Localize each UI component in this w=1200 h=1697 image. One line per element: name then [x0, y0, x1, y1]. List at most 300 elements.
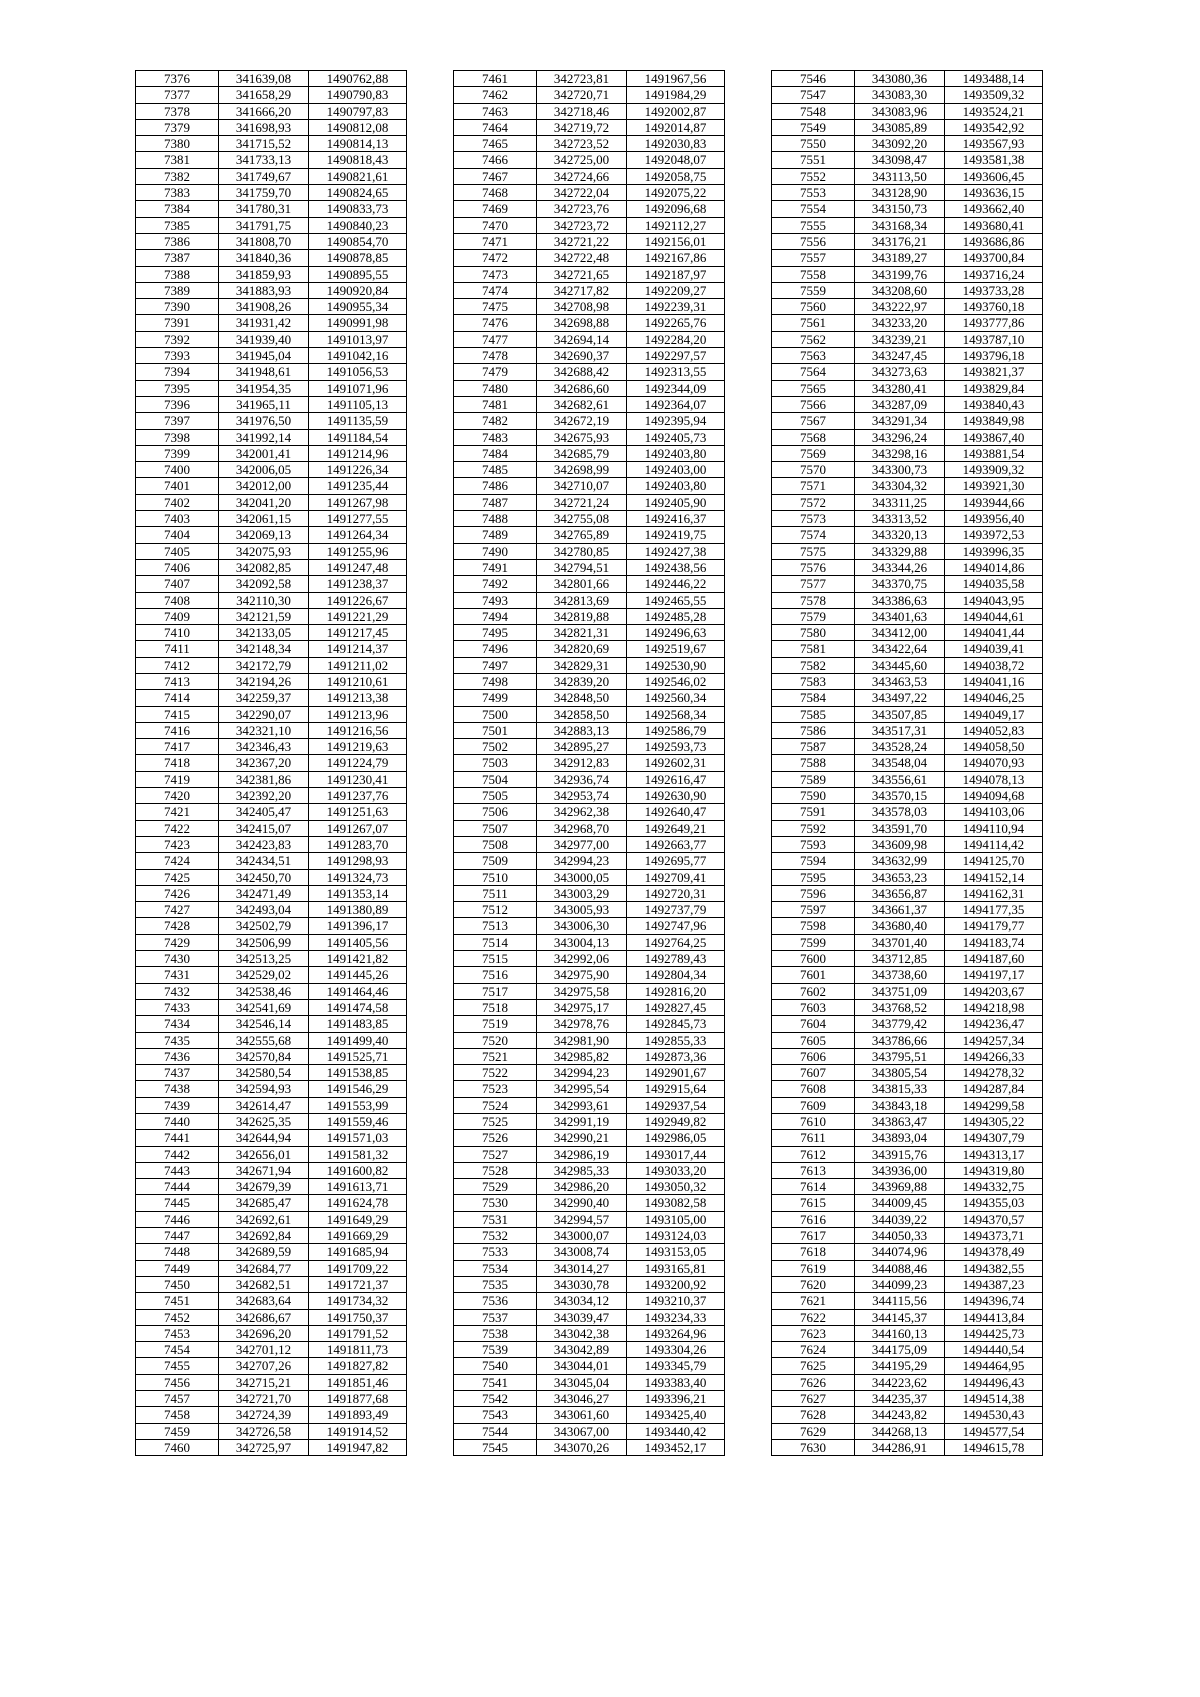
- coordinate-x-cell: 341808,70: [219, 233, 309, 249]
- table-row: [136, 543, 407, 559]
- coordinate-y-cell: 1491042,16: [309, 348, 407, 364]
- table-row: [136, 201, 407, 217]
- table-row: [454, 185, 725, 201]
- coordinate-y-cell: 1492568,34: [627, 706, 725, 722]
- table-row: [454, 1032, 725, 1048]
- table-row: [136, 1081, 407, 1097]
- table-row: [136, 739, 407, 755]
- coordinate-x-cell: 342092,58: [219, 576, 309, 592]
- coordinate-y-cell: 1491267,98: [309, 494, 407, 510]
- coordinate-y-cell: 1493700,84: [945, 250, 1043, 266]
- coordinate-x-cell: 343239,21: [855, 331, 945, 347]
- point-number-cell: 7503: [454, 755, 537, 771]
- table-row: [136, 1211, 407, 1227]
- coordinate-y-cell: 1492239,31: [627, 299, 725, 315]
- coordinate-x-cell: 342671,94: [219, 1162, 309, 1178]
- coordinate-y-cell: 1492265,76: [627, 315, 725, 331]
- coordinate-y-cell: 1493760,18: [945, 299, 1043, 315]
- coordinate-y-cell: 1492616,47: [627, 771, 725, 787]
- coordinate-y-cell: 1494014,86: [945, 559, 1043, 575]
- coordinate-x-cell: 343680,40: [855, 918, 945, 934]
- table-row: [454, 1358, 725, 1374]
- table-row: [136, 641, 407, 657]
- coordinate-y-cell: 1494038,72: [945, 657, 1043, 673]
- point-number-cell: 7376: [136, 71, 219, 87]
- point-number-cell: 7457: [136, 1391, 219, 1407]
- coordinate-y-cell: 1493777,86: [945, 315, 1043, 331]
- coordinate-y-cell: 1494125,70: [945, 853, 1043, 869]
- table-row: [136, 934, 407, 950]
- coordinate-y-cell: 1490895,55: [309, 266, 407, 282]
- coordinate-y-cell: 1492416,37: [627, 511, 725, 527]
- table-row: [454, 820, 725, 836]
- point-number-cell: 7550: [772, 136, 855, 152]
- table-row: [454, 951, 725, 967]
- point-number-cell: 7535: [454, 1276, 537, 1292]
- point-number-cell: 7493: [454, 592, 537, 608]
- coordinate-y-cell: 1492112,27: [627, 217, 725, 233]
- point-number-cell: 7450: [136, 1276, 219, 1292]
- coordinate-x-cell: 343042,89: [537, 1342, 627, 1358]
- point-number-cell: 7604: [772, 1016, 855, 1032]
- point-number-cell: 7602: [772, 983, 855, 999]
- coordinate-x-cell: 343000,05: [537, 869, 627, 885]
- coordinate-y-cell: 1492530,90: [627, 657, 725, 673]
- coordinate-y-cell: 1493821,37: [945, 364, 1043, 380]
- point-number-cell: 7554: [772, 201, 855, 217]
- point-number-cell: 7547: [772, 87, 855, 103]
- coordinate-x-cell: 342513,25: [219, 951, 309, 967]
- table-row: [136, 282, 407, 298]
- table-row: [454, 1065, 725, 1081]
- coordinate-y-cell: 1492709,41: [627, 869, 725, 885]
- coordinate-x-cell: 342259,37: [219, 690, 309, 706]
- table-row: [136, 1130, 407, 1146]
- coordinate-y-cell: 1494530,43: [945, 1407, 1043, 1423]
- coordinate-y-cell: 1494078,13: [945, 771, 1043, 787]
- coordinate-y-cell: 1491421,82: [309, 951, 407, 967]
- point-number-cell: 7382: [136, 168, 219, 184]
- point-number-cell: 7490: [454, 543, 537, 559]
- coordinate-y-cell: 1491499,40: [309, 1032, 407, 1048]
- coordinate-y-cell: 1492560,34: [627, 690, 725, 706]
- coordinate-x-cell: 344268,13: [855, 1423, 945, 1439]
- table-row: [136, 152, 407, 168]
- point-number-cell: 7433: [136, 999, 219, 1015]
- coordinate-y-cell: 1492873,36: [627, 1048, 725, 1064]
- coordinate-x-cell: 342682,51: [219, 1276, 309, 1292]
- coordinate-x-cell: 343150,73: [855, 201, 945, 217]
- coordinate-y-cell: 1492403,00: [627, 462, 725, 478]
- point-number-cell: 7621: [772, 1293, 855, 1309]
- coordinate-y-cell: 1492297,57: [627, 348, 725, 364]
- point-number-cell: 7539: [454, 1342, 537, 1358]
- point-number-cell: 7531: [454, 1211, 537, 1227]
- coordinate-x-cell: 341639,08: [219, 71, 309, 87]
- coordinate-y-cell: 1493017,44: [627, 1146, 725, 1162]
- table-row: [454, 853, 725, 869]
- point-number-cell: 7415: [136, 706, 219, 722]
- table-row: [136, 706, 407, 722]
- point-number-cell: 7383: [136, 185, 219, 201]
- point-number-cell: 7622: [772, 1309, 855, 1325]
- coordinate-x-cell: 342290,07: [219, 706, 309, 722]
- coordinate-y-cell: 1491013,97: [309, 331, 407, 347]
- coordinate-x-cell: 342580,54: [219, 1065, 309, 1081]
- coordinate-x-cell: 343445,60: [855, 657, 945, 673]
- coordinate-y-cell: 1492187,97: [627, 266, 725, 282]
- point-number-cell: 7386: [136, 233, 219, 249]
- point-number-cell: 7416: [136, 722, 219, 738]
- point-number-cell: 7581: [772, 641, 855, 657]
- coordinate-y-cell: 1492901,67: [627, 1065, 725, 1081]
- point-number-cell: 7586: [772, 722, 855, 738]
- table-row: [136, 1097, 407, 1113]
- coordinate-x-cell: 343863,47: [855, 1114, 945, 1130]
- table-row: [772, 1423, 1043, 1439]
- coordinate-x-cell: 342689,59: [219, 1244, 309, 1260]
- table-row: [772, 217, 1043, 233]
- coordinate-x-cell: 342692,84: [219, 1228, 309, 1244]
- coordinate-y-cell: 1493396,21: [627, 1391, 725, 1407]
- point-number-cell: 7458: [136, 1407, 219, 1423]
- table-row: [136, 1195, 407, 1211]
- table-row: [454, 885, 725, 901]
- point-number-cell: 7557: [772, 250, 855, 266]
- table-row: [772, 380, 1043, 396]
- coordinate-y-cell: 1491553,99: [309, 1097, 407, 1113]
- coordinate-y-cell: 1493542,92: [945, 119, 1043, 135]
- table-row: [772, 1244, 1043, 1260]
- point-number-cell: 7474: [454, 282, 537, 298]
- coordinate-x-cell: 342546,14: [219, 1016, 309, 1032]
- table-row: [454, 1423, 725, 1439]
- point-number-cell: 7601: [772, 967, 855, 983]
- coordinate-y-cell: 1494425,73: [945, 1325, 1043, 1341]
- point-number-cell: 7619: [772, 1260, 855, 1276]
- table-row: [136, 836, 407, 852]
- point-number-cell: 7504: [454, 771, 537, 787]
- coordinate-x-cell: 342719,72: [537, 119, 627, 135]
- coordinate-y-cell: 1492640,47: [627, 804, 725, 820]
- coordinate-x-cell: 343003,29: [537, 885, 627, 901]
- point-number-cell: 7405: [136, 543, 219, 559]
- table-row: [136, 445, 407, 461]
- table-row: [454, 543, 725, 559]
- table-row: [772, 983, 1043, 999]
- coordinate-x-cell: 343386,63: [855, 592, 945, 608]
- table-row: [136, 576, 407, 592]
- table-row: [136, 771, 407, 787]
- coordinate-x-cell: 343311,25: [855, 494, 945, 510]
- point-number-cell: 7494: [454, 608, 537, 624]
- point-number-cell: 7630: [772, 1439, 855, 1455]
- point-number-cell: 7522: [454, 1065, 537, 1081]
- coordinate-y-cell: 1491581,32: [309, 1146, 407, 1162]
- coordinate-x-cell: 342688,42: [537, 364, 627, 380]
- coordinate-x-cell: 342698,99: [537, 462, 627, 478]
- coordinate-x-cell: 342848,50: [537, 690, 627, 706]
- coordinate-y-cell: 1491235,44: [309, 478, 407, 494]
- table-row: [772, 1260, 1043, 1276]
- coordinate-y-cell: 1492816,20: [627, 983, 725, 999]
- coordinate-y-cell: 1494373,71: [945, 1228, 1043, 1244]
- point-number-cell: 7527: [454, 1146, 537, 1162]
- table-row: [772, 706, 1043, 722]
- coordinate-y-cell: 1493082,58: [627, 1195, 725, 1211]
- table-row: [454, 1097, 725, 1113]
- table-row: [772, 494, 1043, 510]
- coordinate-x-cell: 341883,93: [219, 282, 309, 298]
- coordinate-x-cell: 342541,69: [219, 999, 309, 1015]
- coordinate-x-cell: 344195,29: [855, 1358, 945, 1374]
- point-number-cell: 7444: [136, 1179, 219, 1195]
- coordinate-x-cell: 341791,75: [219, 217, 309, 233]
- coordinate-x-cell: 342723,72: [537, 217, 627, 233]
- point-number-cell: 7629: [772, 1423, 855, 1439]
- point-number-cell: 7414: [136, 690, 219, 706]
- coordinate-x-cell: 343128,90: [855, 185, 945, 201]
- table-row: [454, 413, 725, 429]
- coordinate-y-cell: 1494094,68: [945, 788, 1043, 804]
- coordinate-x-cell: 344175,09: [855, 1342, 945, 1358]
- point-number-cell: 7394: [136, 364, 219, 380]
- coordinate-x-cell: 341976,50: [219, 413, 309, 429]
- coordinate-y-cell: 1491213,38: [309, 690, 407, 706]
- point-number-cell: 7569: [772, 445, 855, 461]
- point-number-cell: 7594: [772, 853, 855, 869]
- coordinate-y-cell: 1491877,68: [309, 1391, 407, 1407]
- point-number-cell: 7380: [136, 136, 219, 152]
- coordinate-y-cell: 1492284,20: [627, 331, 725, 347]
- point-number-cell: 7603: [772, 999, 855, 1015]
- point-number-cell: 7529: [454, 1179, 537, 1195]
- coordinate-y-cell: 1491105,13: [309, 396, 407, 412]
- point-number-cell: 7388: [136, 266, 219, 282]
- coordinate-y-cell: 1492419,75: [627, 527, 725, 543]
- coordinate-x-cell: 344050,33: [855, 1228, 945, 1244]
- coordinate-y-cell: 1492014,87: [627, 119, 725, 135]
- coordinate-x-cell: 342684,77: [219, 1260, 309, 1276]
- point-number-cell: 7470: [454, 217, 537, 233]
- point-number-cell: 7566: [772, 396, 855, 412]
- table-row: [772, 185, 1043, 201]
- table-row: [136, 1309, 407, 1325]
- point-number-cell: 7577: [772, 576, 855, 592]
- coordinate-x-cell: 342121,59: [219, 608, 309, 624]
- point-number-cell: 7598: [772, 918, 855, 934]
- coordinate-x-cell: 343344,26: [855, 559, 945, 575]
- coordinate-x-cell: 342321,10: [219, 722, 309, 738]
- point-number-cell: 7546: [772, 71, 855, 87]
- coordinate-x-cell: 344243,82: [855, 1407, 945, 1423]
- coordinate-x-cell: 343969,88: [855, 1179, 945, 1195]
- table-row: [772, 771, 1043, 787]
- point-number-cell: 7582: [772, 657, 855, 673]
- coordinate-x-cell: 342708,98: [537, 299, 627, 315]
- table-row: [454, 657, 725, 673]
- coordinate-x-cell: 342001,41: [219, 445, 309, 461]
- coordinate-x-cell: 343570,15: [855, 788, 945, 804]
- table-row: [136, 1325, 407, 1341]
- coordinate-x-cell: 342981,90: [537, 1032, 627, 1048]
- coordinate-x-cell: 342069,13: [219, 527, 309, 543]
- coordinate-x-cell: 342990,40: [537, 1195, 627, 1211]
- coordinate-x-cell: 343298,16: [855, 445, 945, 461]
- point-number-cell: 7587: [772, 739, 855, 755]
- point-number-cell: 7521: [454, 1048, 537, 1064]
- coordinate-x-cell: 341954,35: [219, 380, 309, 396]
- coordinate-x-cell: 342696,20: [219, 1325, 309, 1341]
- coordinate-y-cell: 1493956,40: [945, 511, 1043, 527]
- coordinate-y-cell: 1490840,23: [309, 217, 407, 233]
- coordinate-y-cell: 1494440,54: [945, 1342, 1043, 1358]
- table-row: [772, 1081, 1043, 1097]
- coordinate-x-cell: 343370,75: [855, 576, 945, 592]
- point-number-cell: 7412: [136, 657, 219, 673]
- coordinate-x-cell: 343738,60: [855, 967, 945, 983]
- coordinate-x-cell: 342977,00: [537, 836, 627, 852]
- table-row: [136, 1439, 407, 1455]
- point-number-cell: 7381: [136, 152, 219, 168]
- point-number-cell: 7549: [772, 119, 855, 135]
- coordinate-x-cell: 343046,27: [537, 1391, 627, 1407]
- coordinate-x-cell: 342082,85: [219, 559, 309, 575]
- point-number-cell: 7572: [772, 494, 855, 510]
- table-row: [136, 755, 407, 771]
- coordinate-x-cell: 341715,52: [219, 136, 309, 152]
- table-row: [136, 1179, 407, 1195]
- table-row: [772, 722, 1043, 738]
- coordinate-y-cell: 1492949,82: [627, 1114, 725, 1130]
- coordinate-x-cell: 342570,84: [219, 1048, 309, 1064]
- coordinate-y-cell: 1491571,03: [309, 1130, 407, 1146]
- coordinate-x-cell: 343661,37: [855, 902, 945, 918]
- table-row: [772, 87, 1043, 103]
- table-row: [772, 1391, 1043, 1407]
- coordinate-x-cell: 342993,61: [537, 1097, 627, 1113]
- point-number-cell: 7485: [454, 462, 537, 478]
- coordinate-y-cell: 1491221,29: [309, 608, 407, 624]
- coordinate-y-cell: 1491135,59: [309, 413, 407, 429]
- coordinate-y-cell: 1492344,09: [627, 380, 725, 396]
- coordinate-y-cell: 1494058,50: [945, 739, 1043, 755]
- table-row: [772, 1097, 1043, 1113]
- table-row: [454, 641, 725, 657]
- coordinate-y-cell: 1493944,66: [945, 494, 1043, 510]
- coordinate-y-cell: 1493124,03: [627, 1228, 725, 1244]
- table-row: [136, 983, 407, 999]
- point-number-cell: 7560: [772, 299, 855, 315]
- table-row: [454, 836, 725, 852]
- coordinate-x-cell: 343329,88: [855, 543, 945, 559]
- coordinate-x-cell: 341992,14: [219, 429, 309, 445]
- point-number-cell: 7466: [454, 152, 537, 168]
- table-row: [772, 1374, 1043, 1390]
- coordinate-x-cell: 342675,93: [537, 429, 627, 445]
- table-row: [454, 967, 725, 983]
- coordinate-x-cell: 342724,39: [219, 1407, 309, 1423]
- table-row: [454, 1211, 725, 1227]
- table-row: [454, 331, 725, 347]
- coordinate-y-cell: 1491405,56: [309, 934, 407, 950]
- table-row: [136, 1065, 407, 1081]
- table-row: [454, 201, 725, 217]
- coordinate-x-cell: 344099,23: [855, 1276, 945, 1292]
- coordinate-x-cell: 341698,93: [219, 119, 309, 135]
- coordinate-x-cell: 342839,20: [537, 673, 627, 689]
- table-row: [136, 233, 407, 249]
- point-number-cell: 7479: [454, 364, 537, 380]
- point-number-cell: 7434: [136, 1016, 219, 1032]
- coordinate-x-cell: 342721,70: [219, 1391, 309, 1407]
- coordinate-x-cell: 343092,20: [855, 136, 945, 152]
- point-number-cell: 7409: [136, 608, 219, 624]
- table-row: [772, 299, 1043, 315]
- table-row: [136, 478, 407, 494]
- table-row: [772, 478, 1043, 494]
- point-number-cell: 7475: [454, 299, 537, 315]
- coordinate-x-cell: 343609,98: [855, 836, 945, 852]
- table-row: [136, 119, 407, 135]
- table-row: [454, 1130, 725, 1146]
- coordinate-x-cell: 343083,30: [855, 87, 945, 103]
- coordinate-x-cell: 341658,29: [219, 87, 309, 103]
- table-row: [136, 951, 407, 967]
- table-row: [772, 233, 1043, 249]
- coordinate-y-cell: 1494218,98: [945, 999, 1043, 1015]
- table-row: [136, 527, 407, 543]
- table-row: [454, 266, 725, 282]
- table-row: [454, 511, 725, 527]
- table-row: [772, 690, 1043, 706]
- table-row: [772, 885, 1043, 901]
- table-row: [772, 1130, 1043, 1146]
- coordinate-x-cell: 342686,60: [537, 380, 627, 396]
- point-number-cell: 7432: [136, 983, 219, 999]
- coordinate-y-cell: 1492630,90: [627, 788, 725, 804]
- coordinate-y-cell: 1494313,17: [945, 1146, 1043, 1162]
- coordinate-y-cell: 1493606,45: [945, 168, 1043, 184]
- table-row: [772, 331, 1043, 347]
- coordinate-x-cell: 343070,26: [537, 1439, 627, 1455]
- point-number-cell: 7523: [454, 1081, 537, 1097]
- coordinate-y-cell: 1494114,42: [945, 836, 1043, 852]
- coordinate-y-cell: 1494319,80: [945, 1162, 1043, 1178]
- coordinate-x-cell: 341965,11: [219, 396, 309, 412]
- coordinate-y-cell: 1491464,46: [309, 983, 407, 999]
- coordinate-y-cell: 1492720,31: [627, 885, 725, 901]
- table-row: [454, 1179, 725, 1195]
- coordinate-y-cell: 1493210,37: [627, 1293, 725, 1309]
- table-row: [772, 836, 1043, 852]
- coordinate-x-cell: 342006,05: [219, 462, 309, 478]
- coordinate-x-cell: 343045,04: [537, 1374, 627, 1390]
- table-row: [772, 641, 1043, 657]
- table-row: [136, 1391, 407, 1407]
- coordinate-x-cell: 342434,51: [219, 853, 309, 869]
- table-row: [454, 625, 725, 641]
- table-row: [772, 201, 1043, 217]
- point-number-cell: 7534: [454, 1260, 537, 1276]
- coordinate-y-cell: 1490833,73: [309, 201, 407, 217]
- coordinate-y-cell: 1492427,38: [627, 543, 725, 559]
- coordinate-x-cell: 343273,63: [855, 364, 945, 380]
- coordinate-y-cell: 1490790,83: [309, 87, 407, 103]
- coordinate-y-cell: 1494043,95: [945, 592, 1043, 608]
- coordinate-y-cell: 1491324,73: [309, 869, 407, 885]
- coordinate-x-cell: 342720,71: [537, 87, 627, 103]
